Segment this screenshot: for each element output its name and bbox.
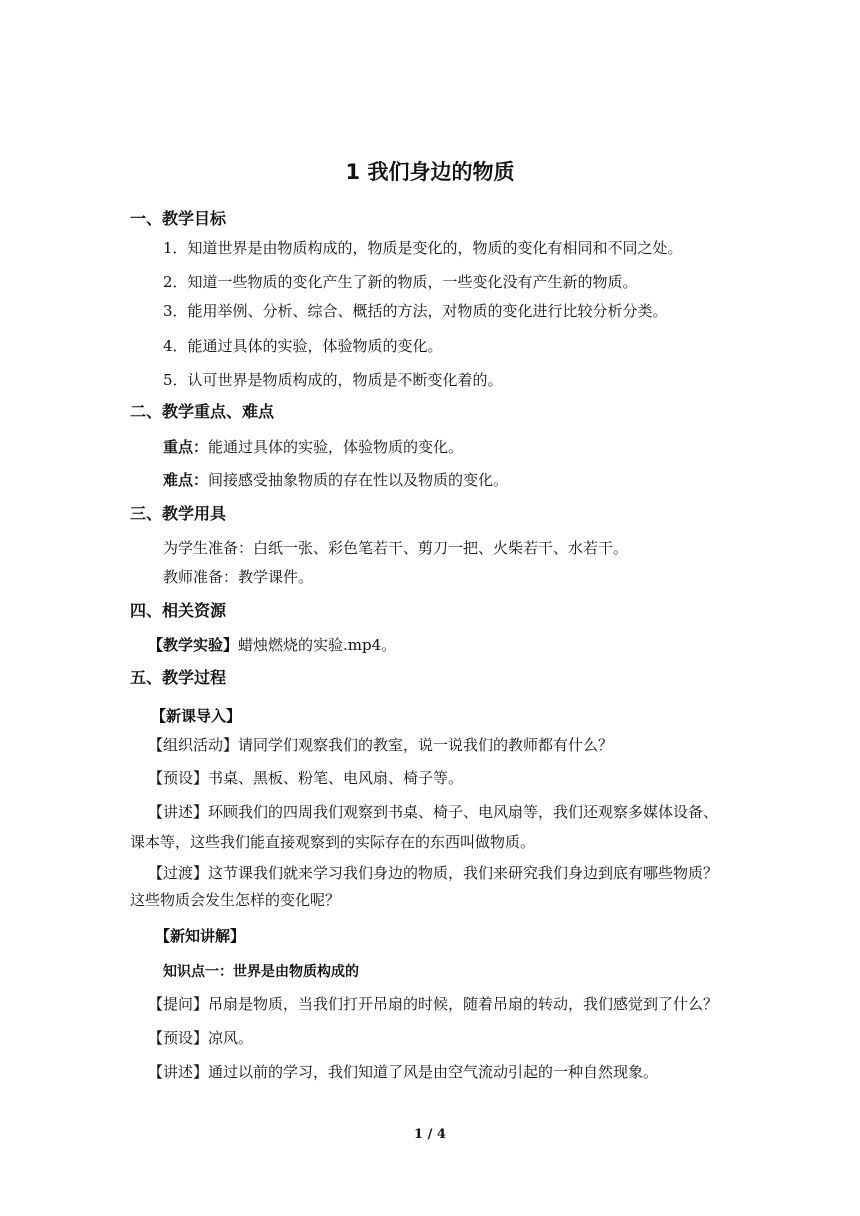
activity-text: 请同学们观察我们的教室，说一说我们的教师都有什么？ (238, 736, 614, 754)
objective-item: 5．认可世界是物质构成的，物质是不断变化着的。 (163, 371, 503, 389)
explain-line (148, 1061, 658, 1083)
key-point-text: 能通过具体的实验，体验物质的变化。 (208, 438, 464, 456)
preset-line (148, 1027, 253, 1049)
section-heading-materials: 三、教学用具 (130, 504, 227, 523)
explain-text-continued: 课本等，这些我们能直接观察到的实际存在的东西叫做物质。 (130, 833, 536, 851)
key-point-label: 重点： (163, 438, 209, 456)
objective-item: 3．能用举例、分析、综合、概括的方法，对物质的变化进行比较分析分类。 (163, 302, 668, 320)
preset-label: 【预设】 (148, 1029, 209, 1047)
explain-label: 【讲述】 (148, 803, 209, 821)
student-materials: 为学生准备：白纸一张、彩色笔若干、剪刀一把、火柴若干、水若干。 (163, 539, 629, 557)
resource-line (148, 634, 396, 656)
resource-text: 蜡烛燃烧的实验.mp4。 (238, 636, 397, 654)
explain-text: 环顾我们的四周我们观察到书桌、椅子、电风扇等，我们还观察多媒体设备、 (208, 803, 719, 821)
transition-line (148, 862, 718, 884)
difficulty-label: 难点： (163, 471, 209, 489)
objective-item: 4．能通过具体的实验，体验物质的变化。 (163, 337, 443, 355)
preset-text: 书桌、黑板、粉笔、电风扇、椅子等。 (208, 769, 464, 787)
document-title: 1 我们身边的物质 (345, 160, 515, 184)
transition-text: 这节课我们就来学习我们身边的物质，我们来研究我们身边到底有哪些物质？ (208, 864, 719, 882)
intro-label: 【新课导入】 (151, 707, 242, 725)
difficulty-line (163, 469, 508, 491)
key-point-line (163, 436, 463, 458)
preset-text: 凉风。 (208, 1029, 254, 1047)
question-line (148, 993, 718, 1015)
explain-line (148, 801, 718, 823)
transition-label: 【过渡】 (148, 864, 209, 882)
transition-text-continued: 这些物质会发生怎样的变化呢？ (130, 891, 341, 909)
section-heading-resources: 四、相关资源 (130, 601, 227, 620)
page-number: 1 / 4 (414, 1127, 446, 1142)
section-heading-objectives: 一、教学目标 (130, 209, 227, 228)
preset-label: 【预设】 (148, 769, 209, 787)
explain-label: 【讲述】 (148, 1063, 209, 1081)
preset-line (148, 767, 463, 789)
question-text: 吊扇是物质，当我们打开吊扇的时候，随着吊扇的转动，我们感觉到了什么？ (208, 995, 719, 1013)
objective-item: 2．知道一些物质的变化产生了新的物质，一些变化没有产生新的物质。 (163, 273, 638, 291)
activity-label: 【组织活动】 (148, 736, 239, 754)
teacher-materials: 教师准备：教学课件。 (163, 568, 314, 586)
objective-item: 1．知道世界是由物质构成的，物质是变化的，物质的变化有相同和不同之处。 (163, 239, 683, 257)
difficulty-text: 间接感受抽象物质的存在性以及物质的变化。 (208, 471, 509, 489)
new-knowledge-label: 【新知讲解】 (155, 927, 246, 945)
section-heading-key-points: 二、教学重点、难点 (130, 402, 275, 421)
question-label: 【提问】 (148, 995, 209, 1013)
explain-text: 通过以前的学习，我们知道了风是由空气流动引起的一种自然现象。 (208, 1063, 659, 1081)
activity-line (148, 734, 613, 756)
section-heading-process: 五、教学过程 (130, 668, 227, 687)
knowledge-point-title: 知识点一：世界是由物质构成的 (163, 964, 359, 980)
resource-label: 【教学实验】 (148, 636, 239, 654)
